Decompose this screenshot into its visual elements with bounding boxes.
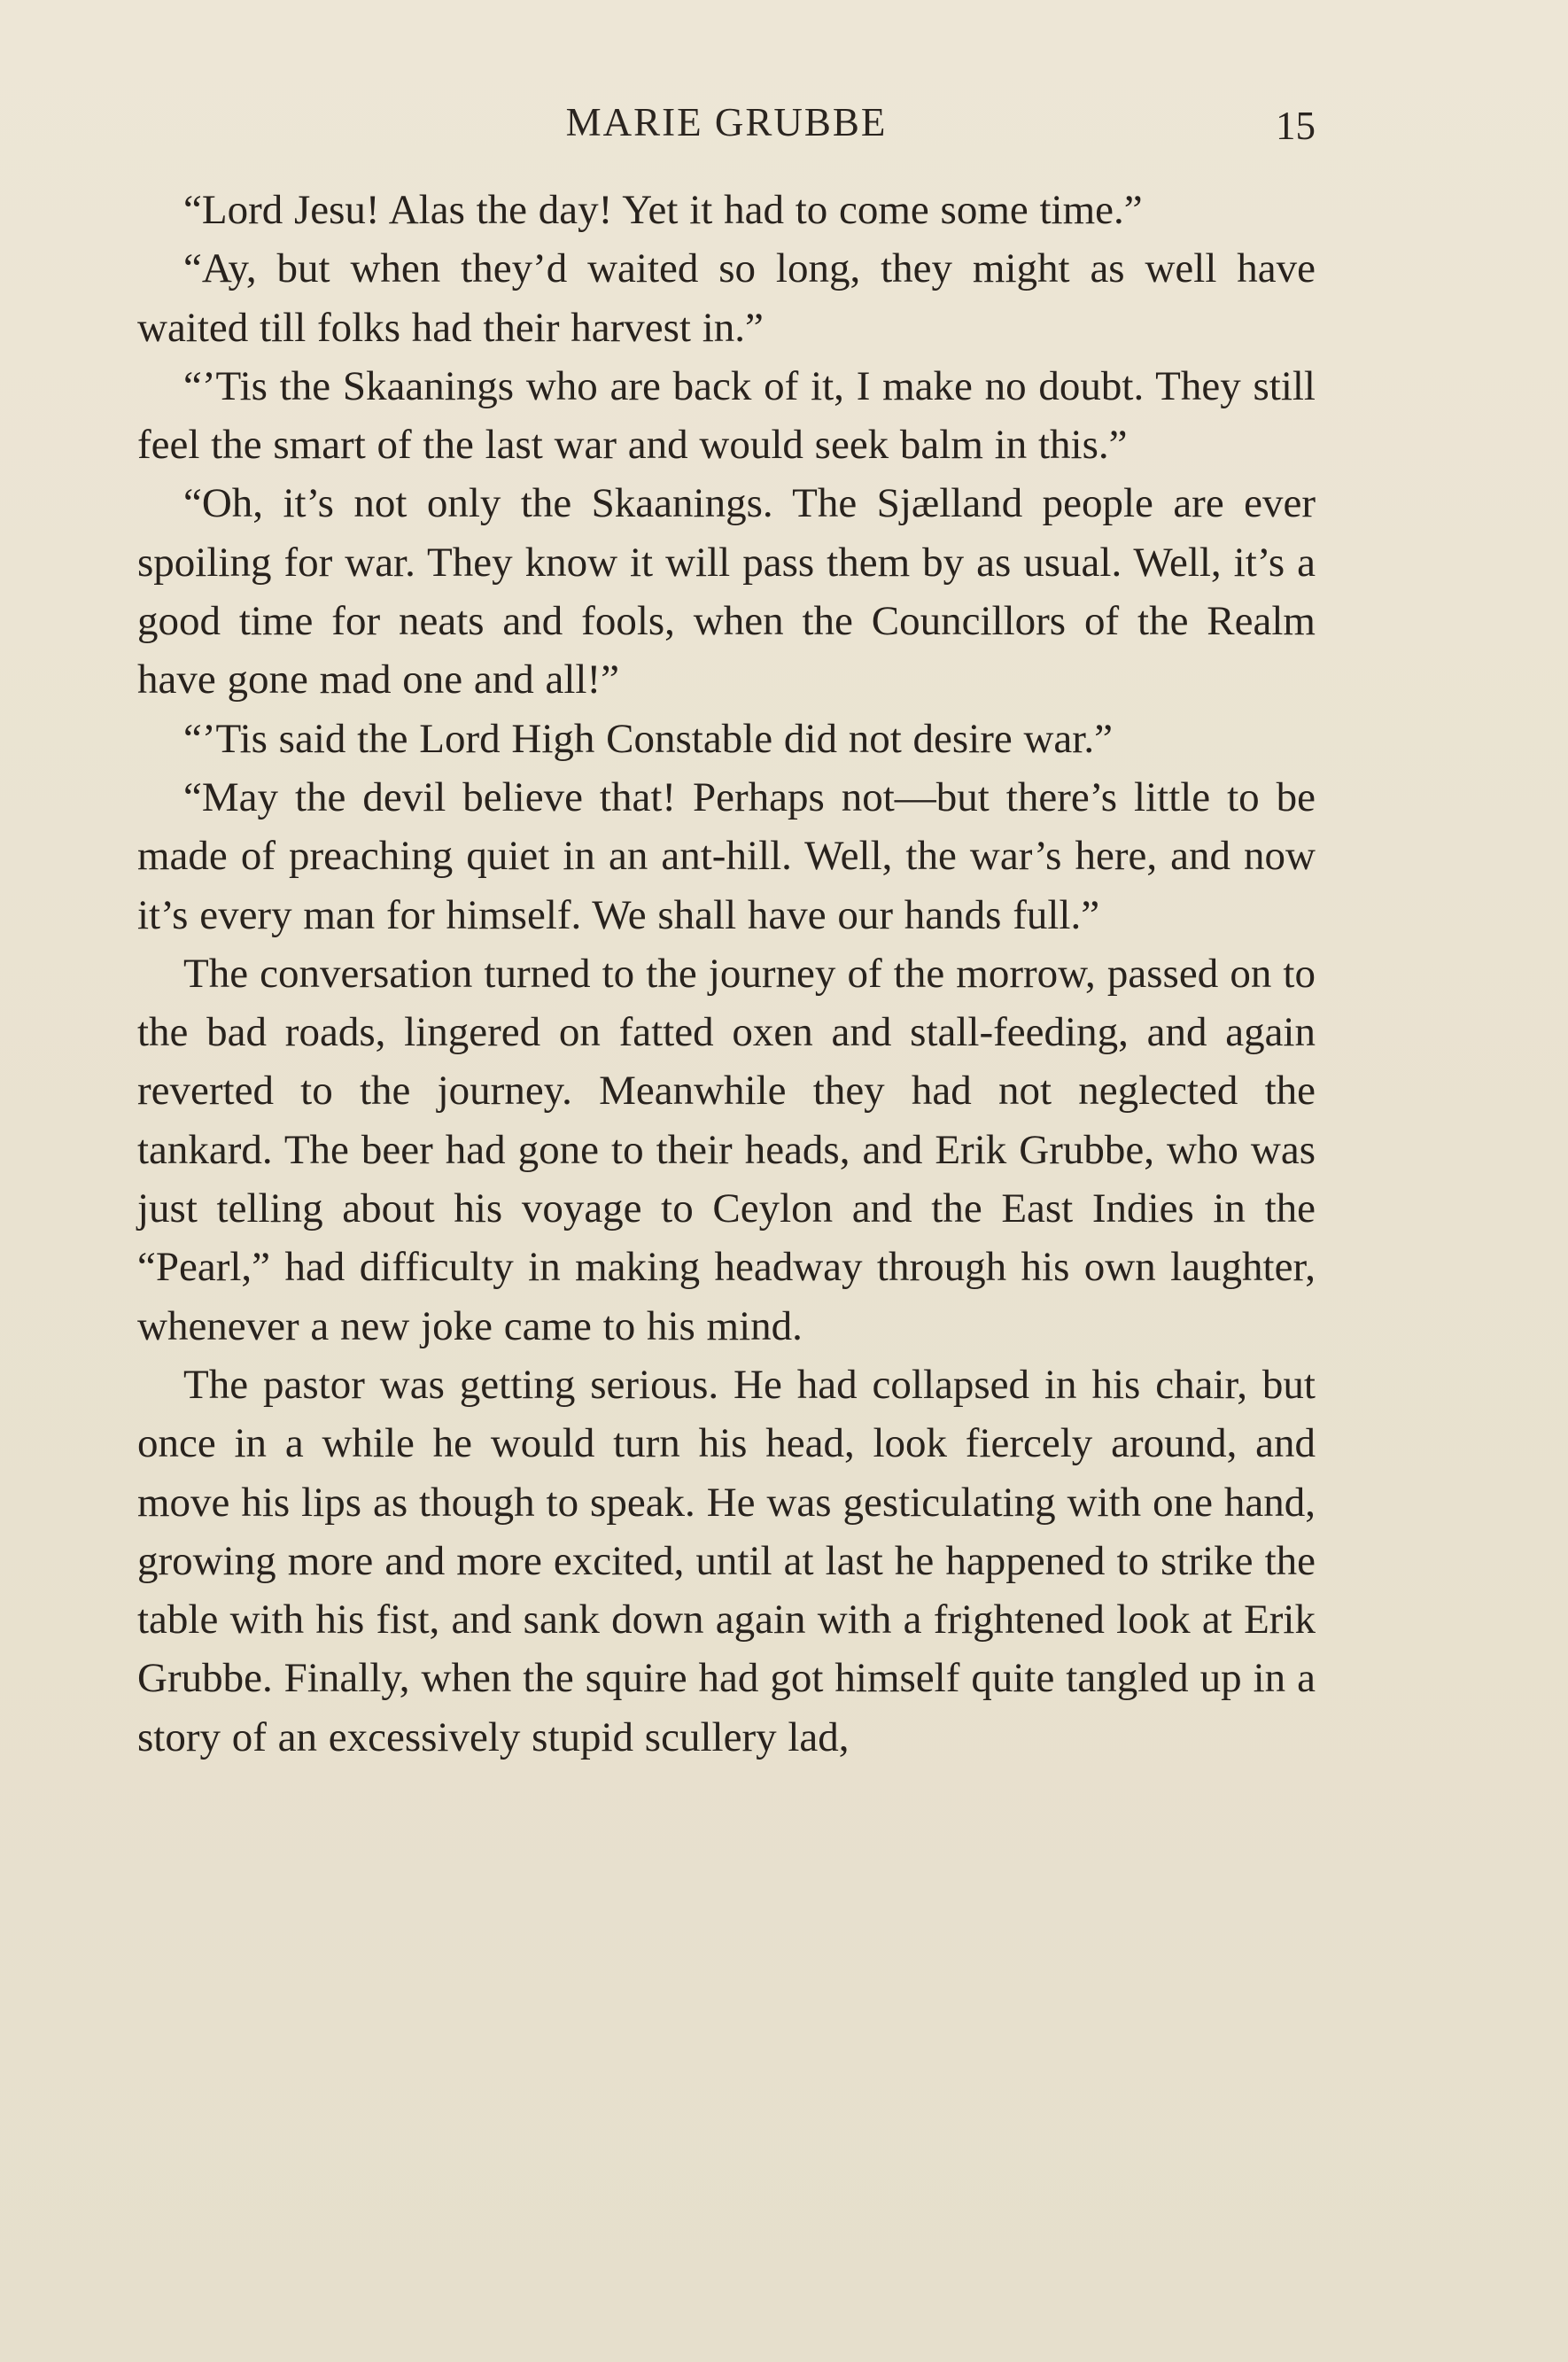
paragraph: “’Tis said the Lord High Constable did not desire war.” xyxy=(183,715,1113,762)
paragraph: “May the devil believe that! Perhaps not—but there’s little to be made of preaching quiet in an ant-hill. Well, the war’s here, and now it’s every man for himself. We shall have our hands full.” xyxy=(137,773,1316,938)
body-text xyxy=(137,181,1316,1767)
page-number: 15 xyxy=(1276,104,1316,148)
paragraph: “Lord Jesu! Alas the day! Yet it had to come some time.” xyxy=(183,187,1143,233)
running-title: MARIE GRUBBE xyxy=(565,100,888,144)
paragraph: “’Tis the Skaanings who are back of it, I make no doubt. They still feel the smart of the last war and would seek balm in this.” xyxy=(137,362,1316,469)
paragraph: The conversation turned to the journey of the morrow, passed on to the bad roads, lingered on fatted oxen and stall-feeding, and again reverted to the journey. Meanwhile they had not neglected the tankard. The beer had gone to their heads, and Erik Grubbe, who was just telling about his voyage to Ceylon and the East Indies in the “Pearl,” had difficulty in making headway through his own laughter, whenever a new joke came to his mind. xyxy=(137,950,1316,1349)
paragraph: “Ay, but when they’d waited so long, they might as well have waited till folks had their harvest in.” xyxy=(137,245,1316,351)
paragraph: The pastor was getting serious. He had collapsed in his chair, but once in a while he would turn his head, look fiercely around, and move his lips as though to speak. He was gesticulating with one hand, growing more and more excited, until at last he happened to strike the table with his fist, and sank down again with a frightened look at Erik Grubbe. Finally, when the squire had got himself quite tangled up in a story of an excessively stupid scullery lad, xyxy=(137,1361,1316,1760)
page-header xyxy=(137,99,1316,152)
paragraph: “Oh, it’s not only the Skaanings. The Sjælland people are ever spoiling for war. They know it will pass them by as usual. Well, it’s a good time for neats and fools, when the Councillors of the Realm have gone mad one and all!” xyxy=(137,480,1316,703)
